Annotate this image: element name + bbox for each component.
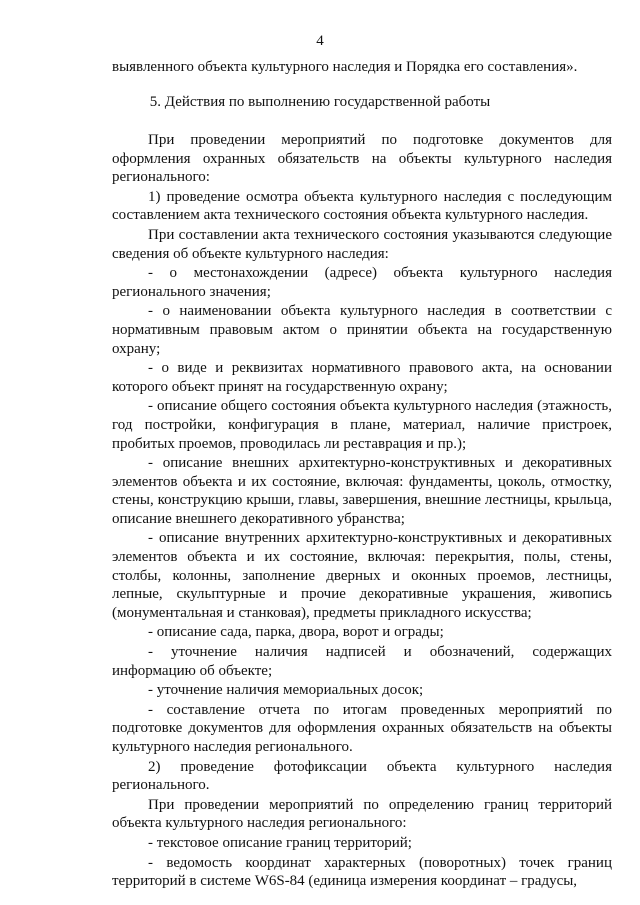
paragraph: 1) проведение осмотра объекта культурного наследия с последующим составлением акта технического состояния объекта культурного наследия. xyxy=(112,188,612,224)
paragraph: При проведении мероприятий по определению границ территорий объекта культурного наследия регионального: xyxy=(112,796,612,832)
paragraph: - описание сада, парка, двора, ворот и ограды; xyxy=(148,624,444,641)
paragraph: - описание внешних архитектурно-конструктивных и декоративных элементов объекта и их состояние, включая: фундаменты, цоколь, отмостку, стены, конструкцию крыши, главы, завершения, внешние лестницы, крыльца, описание внешнего декоративного убранства; xyxy=(112,455,612,527)
paragraph: - о наименовании объекта культурного наследия в соответствии с нормативным правовым актом о принятии объекта на государственную охрану; xyxy=(112,303,612,357)
page-number: 4 xyxy=(316,33,324,49)
paragraph: - составление отчета по итогам проведенных мероприятий по подготовке документов для оформления охранных обязательств на объекты культурного наследия регионального. xyxy=(112,701,612,755)
document-body xyxy=(112,131,612,892)
paragraph: - уточнение наличия мемориальных досок; xyxy=(148,682,424,699)
paragraph: При составлении акта технического состояния указываются следующие сведения об объекте культурного наследия: xyxy=(112,226,612,262)
paragraph: - о виде и реквизитах нормативного правового акта, на основании которого объект принят на государственную охрану; xyxy=(112,360,612,395)
paragraph: - описание внутренних архитектурно-конструктивных и декоративных элементов объекта и их состояние, включая: перекрытия, полы, стены, столбы, колонны, заполнение дверных и оконных проемов, лестницы, лепные, скульптурные и прочие декоративные украшения, живопись (монументальная и станковая), предметы прикладного искусства; xyxy=(112,530,612,621)
paragraph: - описание общего состояния объекта культурного наследия (этажность, год постройки, конфигурация в плане, материал, наличие пристроек, пробитых проемов, проводилась ли реставрация и пр.); xyxy=(112,398,612,452)
paragraph: - уточнение наличия надписей и обозначений, содержащих информацию об объекте; xyxy=(112,644,612,679)
section-title: 5. Действия по выполнению государственной работы xyxy=(149,94,491,110)
continuation-line: выявленного объекта культурного наследия и Порядка его составления». xyxy=(112,59,578,75)
paragraph: - текстовое описание границ территорий; xyxy=(148,834,412,851)
paragraph: - ведомость координат характерных (поворотных) точек границ территорий в системе W6S-84 (единица измерения координат – градусы, xyxy=(112,854,612,890)
paragraph: 2) проведение фотофиксации объекта культурного наследия регионального. xyxy=(112,758,612,794)
paragraph: При проведении мероприятий по подготовке документов для оформления охранных обязательств на объекты культурного наследия регионального: xyxy=(112,132,612,186)
paragraph: - о местонахождении (адресе) объекта культурного наследия регионального значения; xyxy=(112,265,612,300)
